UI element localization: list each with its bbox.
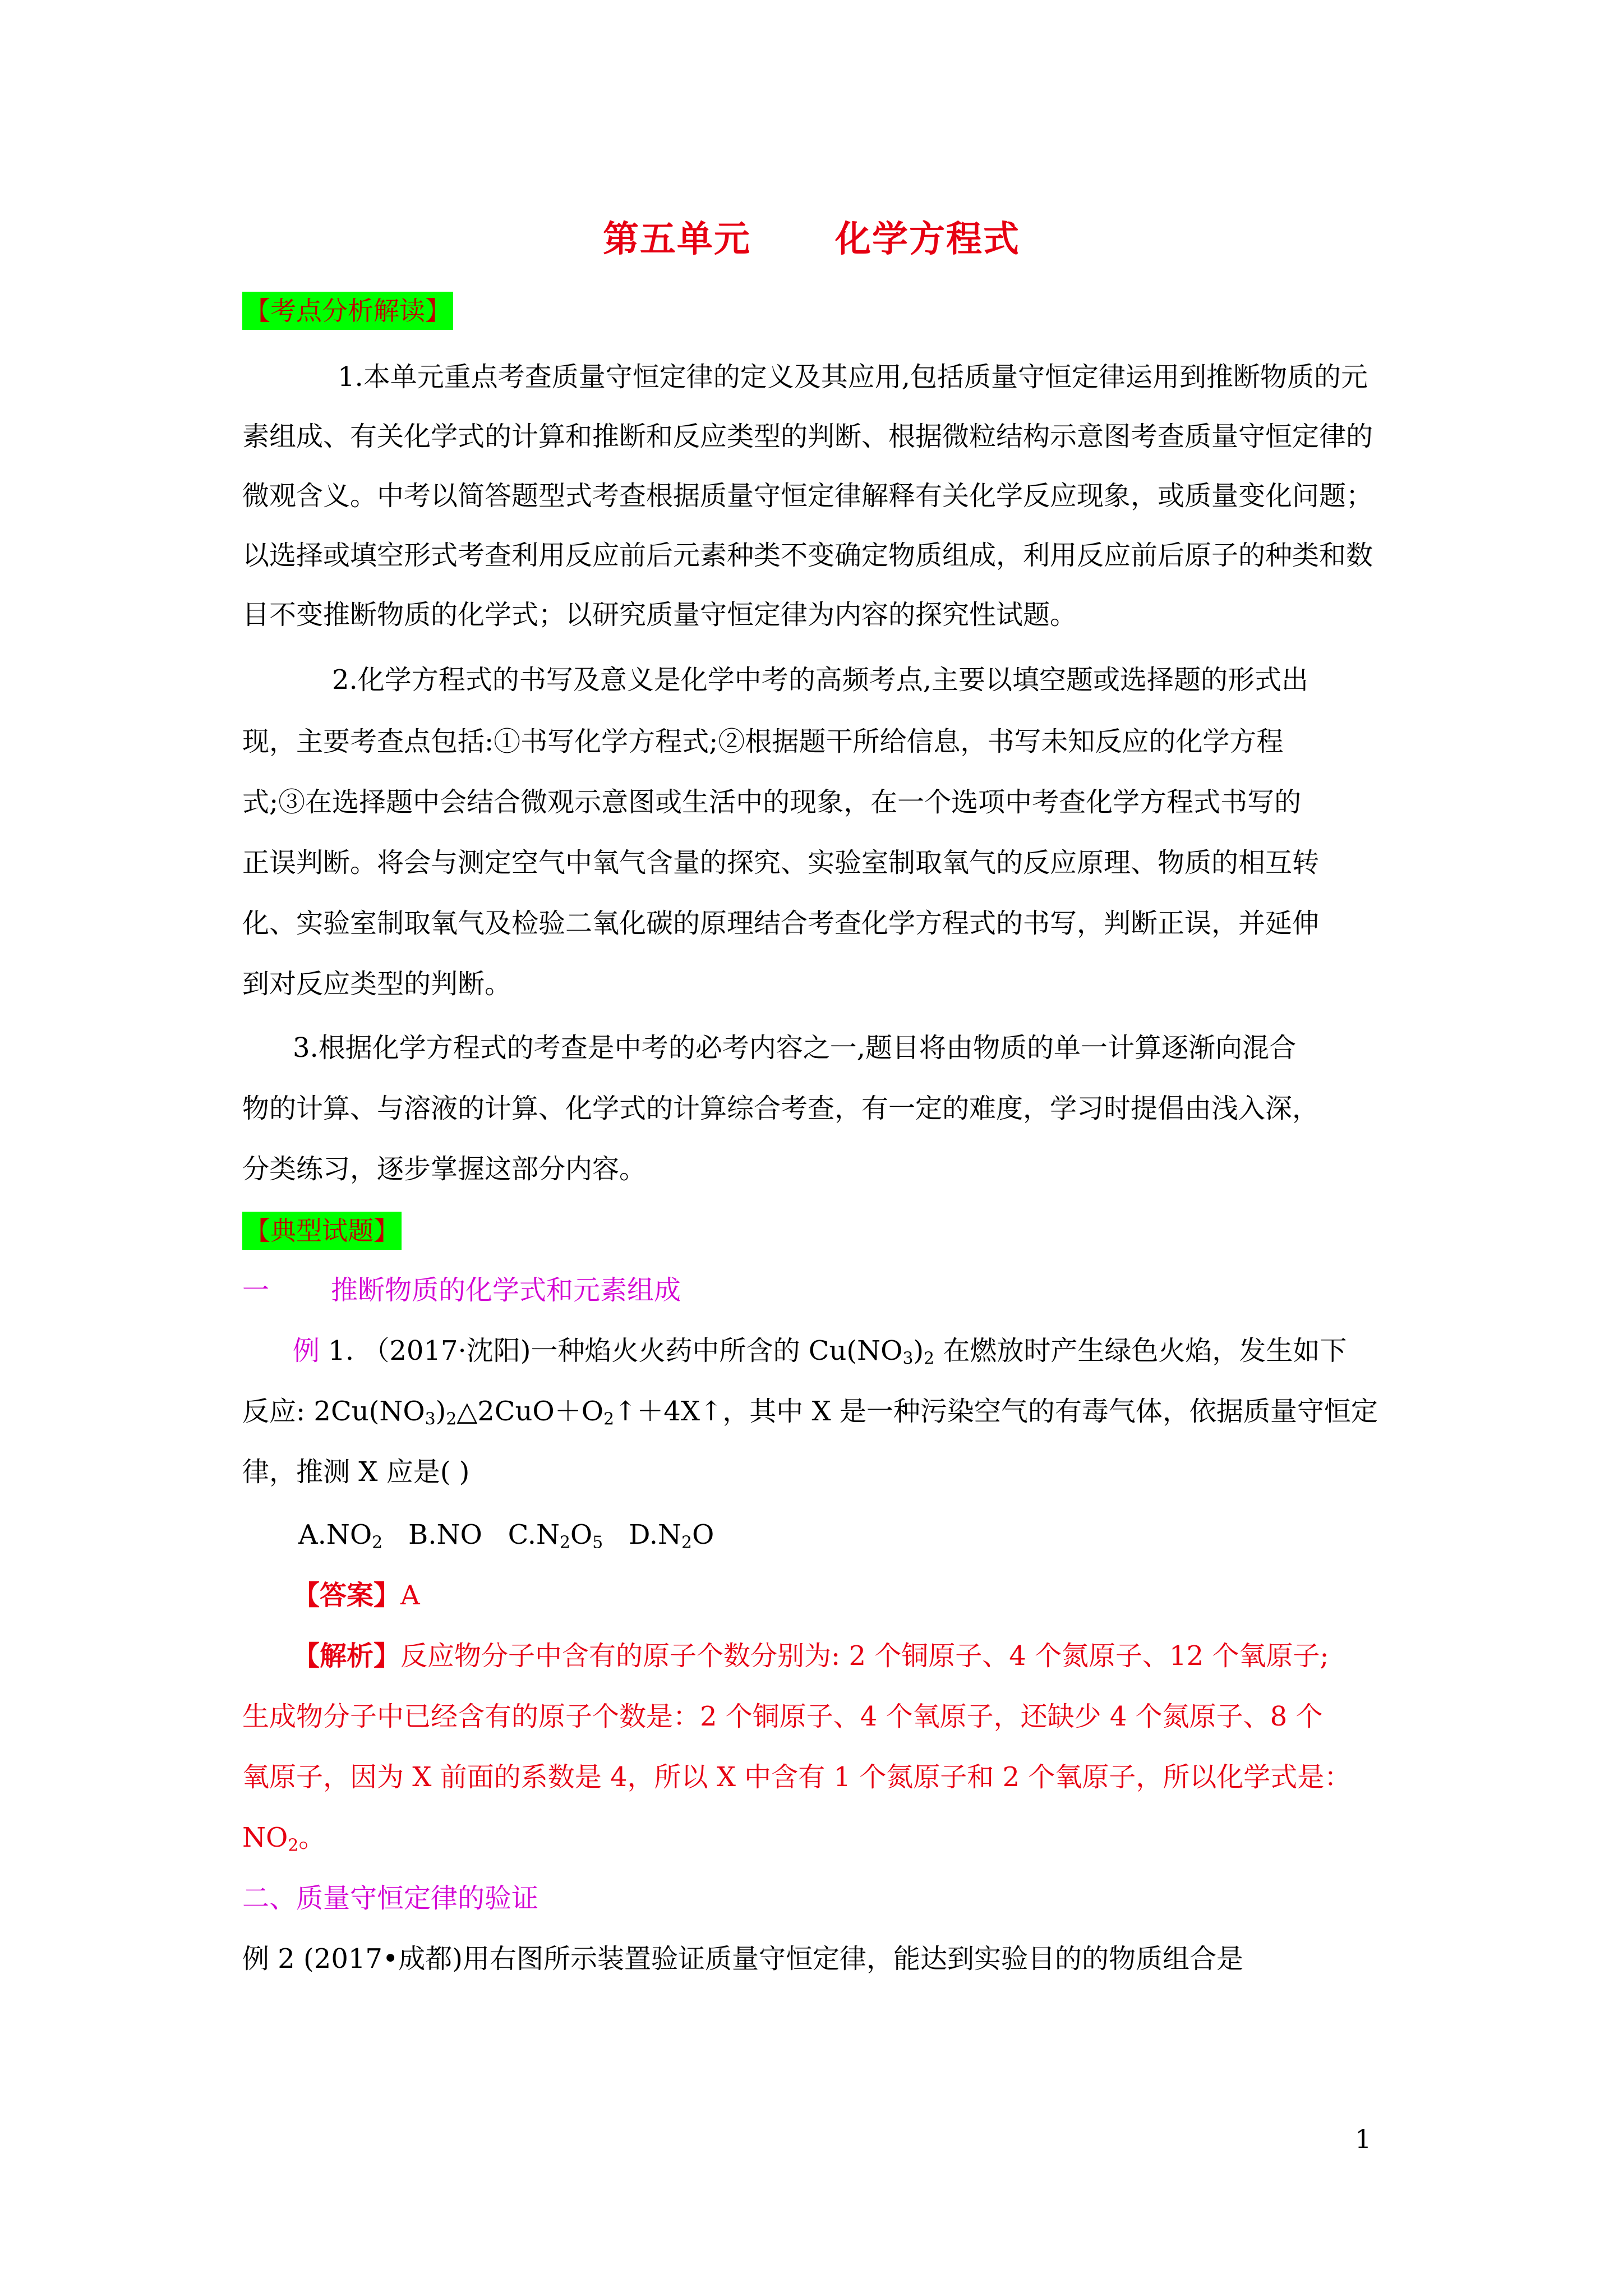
analysis-p3-line1: 3.根据化学方程式的考查是中考的必考内容之一,题目将由物质的单一计算逐渐向混合 <box>293 1032 1297 1064</box>
example-1-line3: 律，推测 X 应是( ) <box>242 1456 470 1488</box>
analysis-p1-line4: 以选择或填空形式考查利用反应前后元素种类不变确定物质组成，利用反应前后原子的种类和数 <box>242 540 1373 571</box>
analysis-p3-line2: 物的计算、与溶液的计算、化学式的计算综合考查，有一定的难度，学习时提倡由浅入深， <box>242 1093 1320 1124</box>
analysis-p1-line1: 1.本单元重点考查质量守恒定律的定义及其应用,包括质量守恒定律运用到推断物质的元 <box>338 361 1368 393</box>
section-tag-analysis: 【考点分析解读】 <box>242 292 453 330</box>
example-1-options <box>298 1517 714 1553</box>
page-title <box>0 210 1623 262</box>
explanation-label: 【解析】 <box>293 1640 401 1672</box>
heading-1-text: 推断物质的化学式和元素组成 <box>331 1274 681 1306</box>
analysis-p2-line5: 化、实验室制取氧气及检验二氧化碳的原理结合考查化学方程式的书写，判断正误，并延伸 <box>242 908 1320 939</box>
example-2-line1: 例 2 (2017•成都)用右图所示装置验证质量守恒定律，能达到实验目的的物质组合是 <box>242 1943 1243 1975</box>
example-1-explanation-line4: $NO_2$。 <box>242 1822 326 1856</box>
example-1-label: 例 <box>293 1335 320 1366</box>
analysis-p2-line1: 2.化学方程式的书写及意义是化学中考的高频考点,主要以填空题或选择题的形式出 <box>332 664 1309 696</box>
analysis-p1-line2: 素组成、有关化学式的计算和推断和反应类型的判断、根据微粒结构示意图考查质量守恒定律的 <box>242 421 1373 452</box>
example-1-explanation-line3: 氧原子，因为 X 前面的系数是 4，所以 X 中含有 1 个氮原子和 2 个氧原子，所以化学式是： <box>242 1761 1352 1793</box>
section-tag-examples: 【典型试题】 <box>242 1212 402 1250</box>
answer-label: 【答案】 <box>293 1580 401 1611</box>
option-a: $A.NO_2$ <box>298 1519 383 1553</box>
title-part2: 化学方程式 <box>835 218 1020 260</box>
option-b: B.NO <box>408 1519 482 1550</box>
example-1-answer <box>293 1577 420 1613</box>
example-1-line1: 例 1. （2017·沈阳)一种焰火火药中所含的 $Cu(NO_3)_2$ 在燃放时产生绿色火焰，发生如下 <box>293 1335 1347 1369</box>
answer-value: A <box>400 1580 420 1611</box>
heading-1-number: 一 <box>242 1274 270 1306</box>
analysis-p2-line3: 式;③在选择题中会结合微观示意图或生活中的现象，在一个选项中考查化学方程式书写的 <box>242 786 1302 818</box>
analysis-p1-line3: 微观含义。中考以简答题型式考查根据质量守恒定律解释有关化学反应现象，或质量变化问题； <box>242 480 1373 512</box>
analysis-p2-line6: 到对反应类型的判断。 <box>242 968 512 1000</box>
option-c: $C.N_2O_5$ <box>508 1519 603 1553</box>
page-number: 1 <box>1355 2124 1372 2154</box>
example-1-explanation-line1: 【解析】反应物分子中含有的原子个数分别为: 2 个铜原子、4 个氮原子、12 个氧原子; <box>293 1640 1329 1672</box>
analysis-p3-line3: 分类练习，逐步掌握这部分内容。 <box>242 1153 647 1185</box>
heading-1 <box>242 1272 681 1308</box>
title-part1: 第五单元 <box>603 218 751 260</box>
heading-2: 二、质量守恒定律的验证 <box>242 1883 539 1914</box>
analysis-p2-line4: 正误判断。将会与测定空气中氧气含量的探究、实验室制取氧气的反应原理、物质的相互转 <box>242 847 1320 878</box>
example-1-explanation-line2: 生成物分子中已经含有的原子个数是：2 个铜原子、4 个氧原子，还缺少 4 个氮原子、8 个 <box>242 1701 1323 1732</box>
analysis-p2-line2: 现，主要考查点包括:①书写化学方程式;②根据题干所给信息，书写未知反应的化学方程 <box>242 726 1284 757</box>
option-d: $D.N_2O$ <box>628 1519 714 1553</box>
analysis-p1-line5: 目不变推断物质的化学式；以研究质量守恒定律为内容的探究性试题。 <box>242 599 1077 631</box>
example-1-line2: 反应: $2Cu(NO_3)_2\triangle 2CuO+O_2↑+4X↑$，其中 X 是一种污染空气的有毒气体，依据质量守恒定 <box>242 1396 1378 1429</box>
